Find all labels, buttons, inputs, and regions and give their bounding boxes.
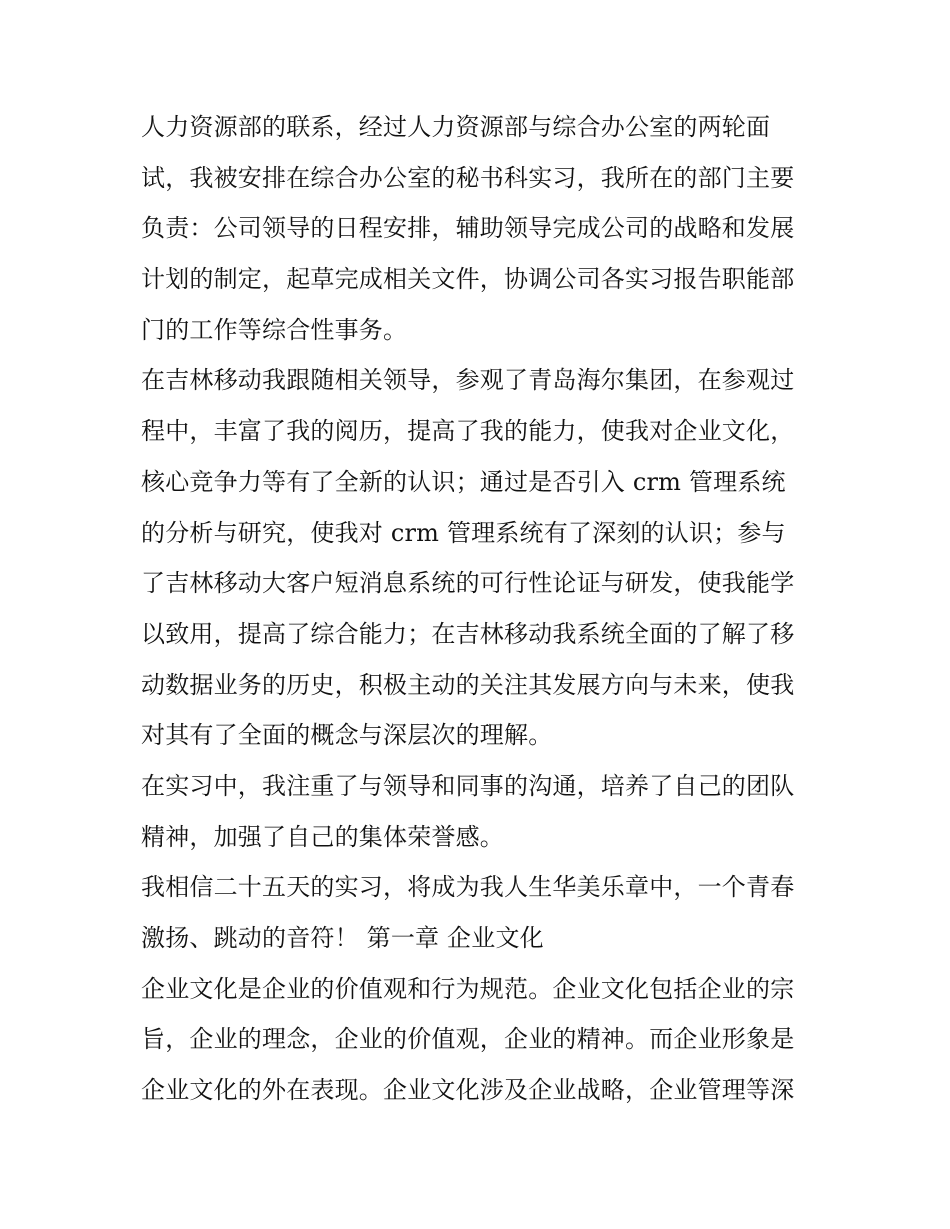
text-line: 负责：公司领导的日程安排，辅助领导完成公司的战略和发展 (141, 214, 795, 243)
body-text (141, 102, 821, 1116)
text-line: 在实习中，我注重了与领导和同事的沟通，培养了自己的团队 (141, 771, 795, 800)
text-line: 了吉林移动大客户短消息系统的可行性论证与研发，使我能学 (141, 569, 795, 598)
text-line: 我相信二十五天的实习，将成为我人生华美乐章中，一个青春 (141, 873, 795, 902)
text-line: 精神，加强了自己的集体荣誉感。 (141, 822, 504, 851)
text-line: 企业文化是企业的价值观和行为规范。企业文化包括企业的宗 (141, 974, 795, 1003)
text-line: 激扬、跳动的音符！ 第一章 企业文化 (141, 924, 544, 952)
text-line: 企业文化的外在表现。企业文化涉及企业战略，企业管理等深 (141, 1076, 795, 1105)
text-line: 计划的制定，起草完成相关文件，协调公司各实习报告职能部 (141, 265, 795, 294)
text-line: 人力资源部的联系，经过人力资源部与综合办公室的两轮面 (141, 113, 771, 141)
text-line: 程中，丰富了我的阅历，提高了我的能力，使我对企业文化， (141, 417, 795, 446)
text-line: 门的工作等综合性事务。 (141, 315, 408, 344)
text-line: 以致用，提高了综合能力；在吉林移动我系统全面的了解了移 (141, 619, 795, 648)
text-line: 核心竞争力等有了全新的认识；通过是否引入 crm 管理系统 (141, 467, 786, 496)
text-line: 对其有了全面的概念与深层次的理解。 (141, 721, 553, 750)
text-line: 试，我被安排在综合办公室的秘书科实习，我所在的部门主要 (141, 163, 795, 192)
text-line: 的分析与研究，使我对 crm 管理系统有了深刻的认识；参与 (141, 518, 786, 547)
text-line: 在吉林移动我跟随相关领导，参观了青岛海尔集团，在参观过 (141, 366, 795, 395)
text-line: 动数据业务的历史，积极主动的关注其发展方向与未来，使我 (141, 670, 795, 699)
text-line: 旨，企业的理念，企业的价值观，企业的精神。而企业形象是 (141, 1025, 795, 1054)
